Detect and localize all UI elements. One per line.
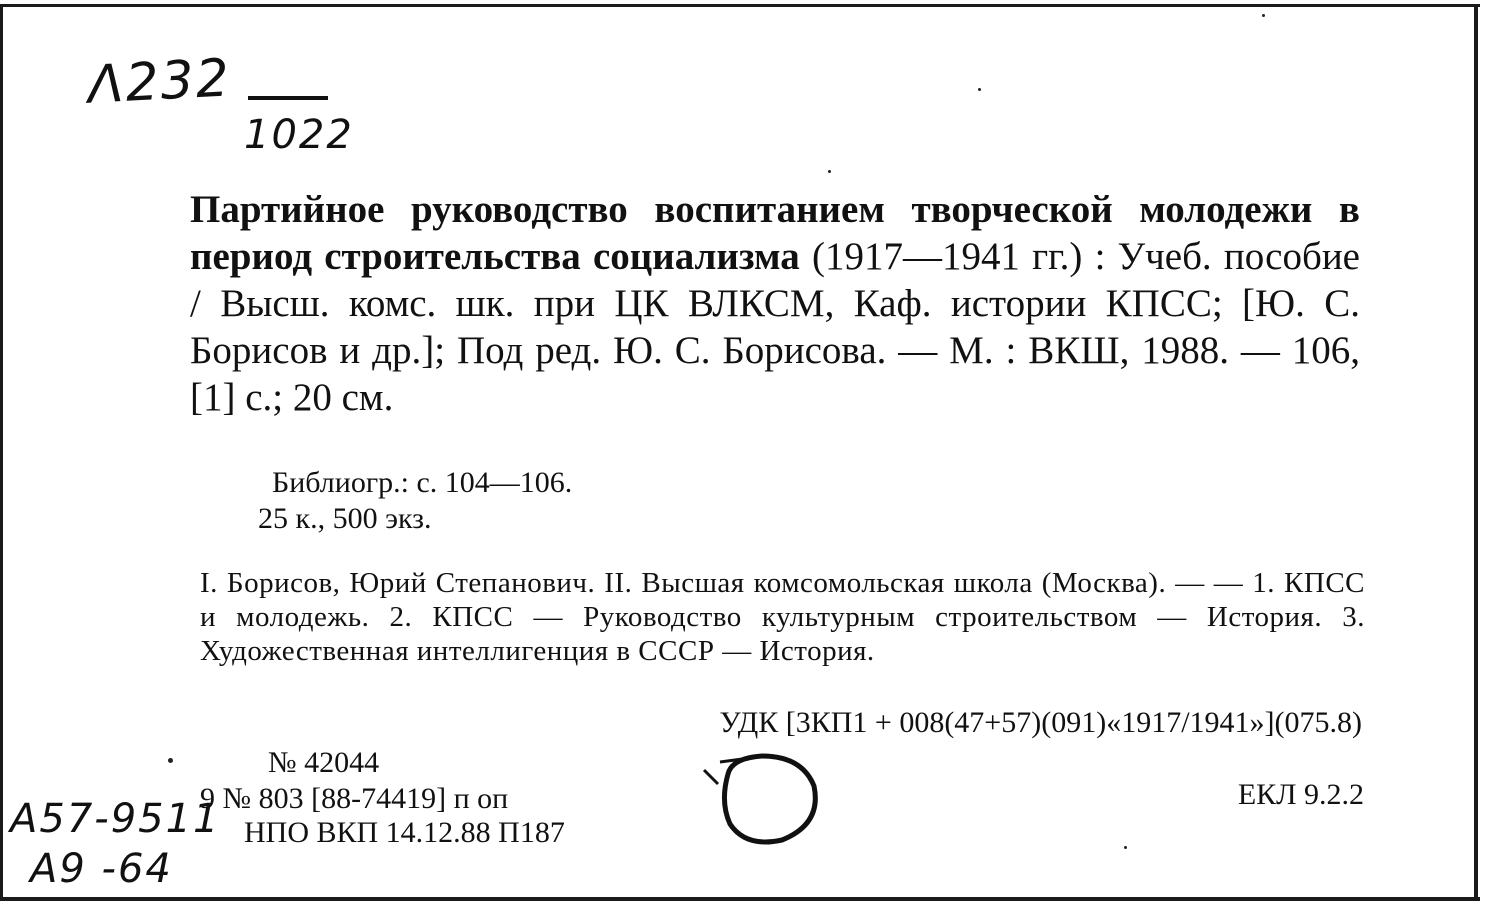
book-title: Партийное руководство воспитанием творческой молодежи в период строительства социализма — [190, 188, 1360, 278]
speck — [828, 170, 831, 173]
card-border-right — [1474, 4, 1478, 900]
hand-drawn-circle-mark — [690, 744, 830, 848]
card-border-bottom — [0, 897, 1480, 901]
shelf-mark-divider — [248, 96, 328, 100]
subject-headings: I. Борисов, Юрий Степанович. II. Высшая комсомольская школа (Москва). — — 1. КПСС и молодежь. 2. КПСС — Руководство культурным строительством — История. 3. Художественная интеллигенция в СССР — История. — [200, 567, 1365, 667]
price-note: 25 к., 500 экз. — [258, 502, 432, 535]
ekl-code: ЕКЛ 9.2.2 — [1237, 778, 1364, 811]
print-info-line2: НПО ВКП 14.12.88 П187 — [244, 816, 565, 849]
speck — [978, 88, 981, 91]
inventory-mark-2: А9 -64 — [30, 846, 173, 892]
bibliography-note: Библиогр.: с. 104—106. — [272, 466, 573, 499]
shelf-mark-main: Λ232 — [86, 48, 233, 116]
speck — [168, 758, 173, 763]
description-rest: (1917—1941 гг.) : Учеб. пособие / Высш. комс. шк. при ЦК ВЛКСМ, Каф. истории КПСС; [Ю. С. Борисов и др.]; Под ред. Ю. С. Борисова. — М. : ВКШ, 1988. — 106,[1] с.; 20 см. — [190, 235, 1360, 419]
card-border-left — [0, 4, 3, 900]
inventory-mark-1: А57-9511 — [10, 796, 221, 842]
card-number: № 42044 — [268, 746, 380, 779]
print-info-line1: 9 № 803 [88-74419] п оп — [200, 782, 509, 815]
speck — [1124, 846, 1127, 849]
speck — [1262, 14, 1265, 17]
card-border-top — [0, 4, 1480, 7]
udc-code: УДК [3КП1 + 008(47+57)(091)«1917/1941»](075.8) — [719, 706, 1362, 739]
bibliographic-description — [190, 186, 1360, 421]
shelf-mark-sub: 1022 — [244, 112, 354, 158]
